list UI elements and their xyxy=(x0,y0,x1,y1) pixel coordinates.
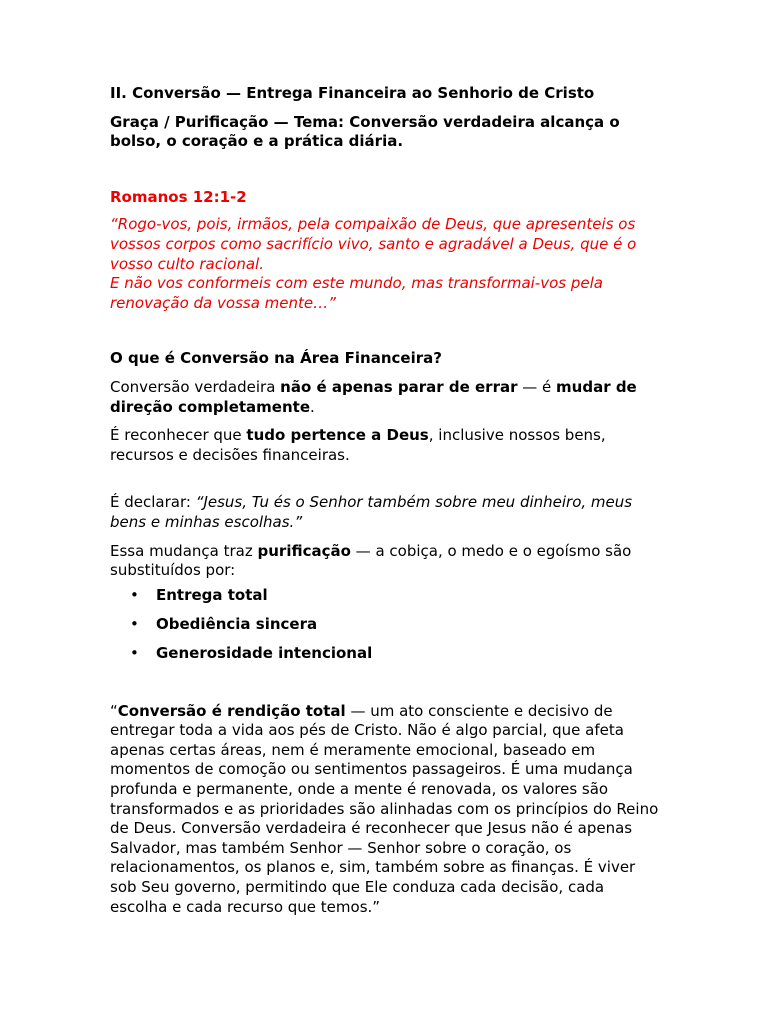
text-run: É declarar: xyxy=(110,493,196,512)
list-item xyxy=(110,615,660,635)
scripture-reference: Romanos 12:1-2 xyxy=(110,187,247,206)
text-run: . xyxy=(310,397,315,416)
italic-run: “Jesus, Tu és o Senhor também sobre meu dinheiro, meus bens e minhas escolhas.” xyxy=(110,493,633,531)
document-body xyxy=(110,84,660,917)
quote-open-mark: “ xyxy=(110,701,118,720)
text-run: É reconhecer que xyxy=(110,426,247,445)
text-run: — é xyxy=(517,377,557,396)
text-run: — um ato consciente e decisivo de entregar toda a vida aos pés de Cristo. Não é algo parcial, que afeta apenas certas áreas, nem é meramente emocional, baseado em momentos de comoção ou sentimentos passageiros. É uma mudança profunda e permanente, onde a mente é renovada, os valores são transformados e as prioridades são alinhadas com os princípios do Reino de Deus. Conversão verdadeira é reconhecer que Jesus não é apenas Salvador, mas também Senhor — Senhor sobre o coração, os relacionamentos, os planos e, sim, também sobre as finanças. É viver sob Seu governo, permitindo que Ele conduza cada decisão, cada escolha e cada recurso que temos.” xyxy=(110,701,659,916)
scripture-verse xyxy=(110,215,660,313)
paragraph-purification xyxy=(110,542,660,581)
bold-run: mudar de direção completamente xyxy=(110,377,637,416)
bullet-list xyxy=(110,586,660,664)
bullet-icon: • xyxy=(130,614,139,633)
paragraph-conversion xyxy=(110,378,660,417)
section-heading: O que é Conversão na Área Financeira? xyxy=(110,349,442,368)
bold-run: não é apenas parar de errar xyxy=(280,377,518,396)
bold-run: tudo pertence a Deus xyxy=(246,426,429,445)
list-item-label: Entrega total xyxy=(156,585,268,604)
bullet-icon: • xyxy=(130,585,139,604)
list-item-label: Generosidade intencional xyxy=(156,644,373,663)
bullet-icon: • xyxy=(130,644,139,663)
paragraph-declare xyxy=(110,493,660,532)
text-run: — a cobiça, o medo e o egoísmo são substituídos por: xyxy=(110,541,632,580)
text-run: Conversão verdadeira xyxy=(110,377,281,396)
document-title: II. Conversão — Entrega Financeira ao Senhorio de Cristo xyxy=(110,84,595,102)
verse-line-2: E não vos conformeis com este mundo, mas transformai-vos pela renovação da vossa mente…” xyxy=(110,274,603,312)
bold-run: Conversão é rendição total xyxy=(117,701,346,720)
text-run: , inclusive nossos bens, recursos e decisões financeiras. xyxy=(110,426,606,464)
paragraph-recognize xyxy=(110,426,660,465)
list-item xyxy=(110,644,660,664)
verse-line-1: “Rogo-vos, pois, irmãos, pela compaixão de Deus, que apresenteis os vossos corpos como sacrifício vivo, santo e agradável a Deus, que é o vosso culto racional. xyxy=(110,215,637,273)
list-item-label: Obediência sincera xyxy=(156,614,318,633)
paragraph-quote xyxy=(110,702,660,918)
text-run: Essa mudança traz xyxy=(110,541,258,560)
bold-run: purificação xyxy=(257,541,351,560)
theme-statement: Graça / Purificação — Tema: Conversão verdadeira alcança o bolso, o coração e a prática diária. xyxy=(110,112,620,151)
list-item xyxy=(110,586,660,606)
